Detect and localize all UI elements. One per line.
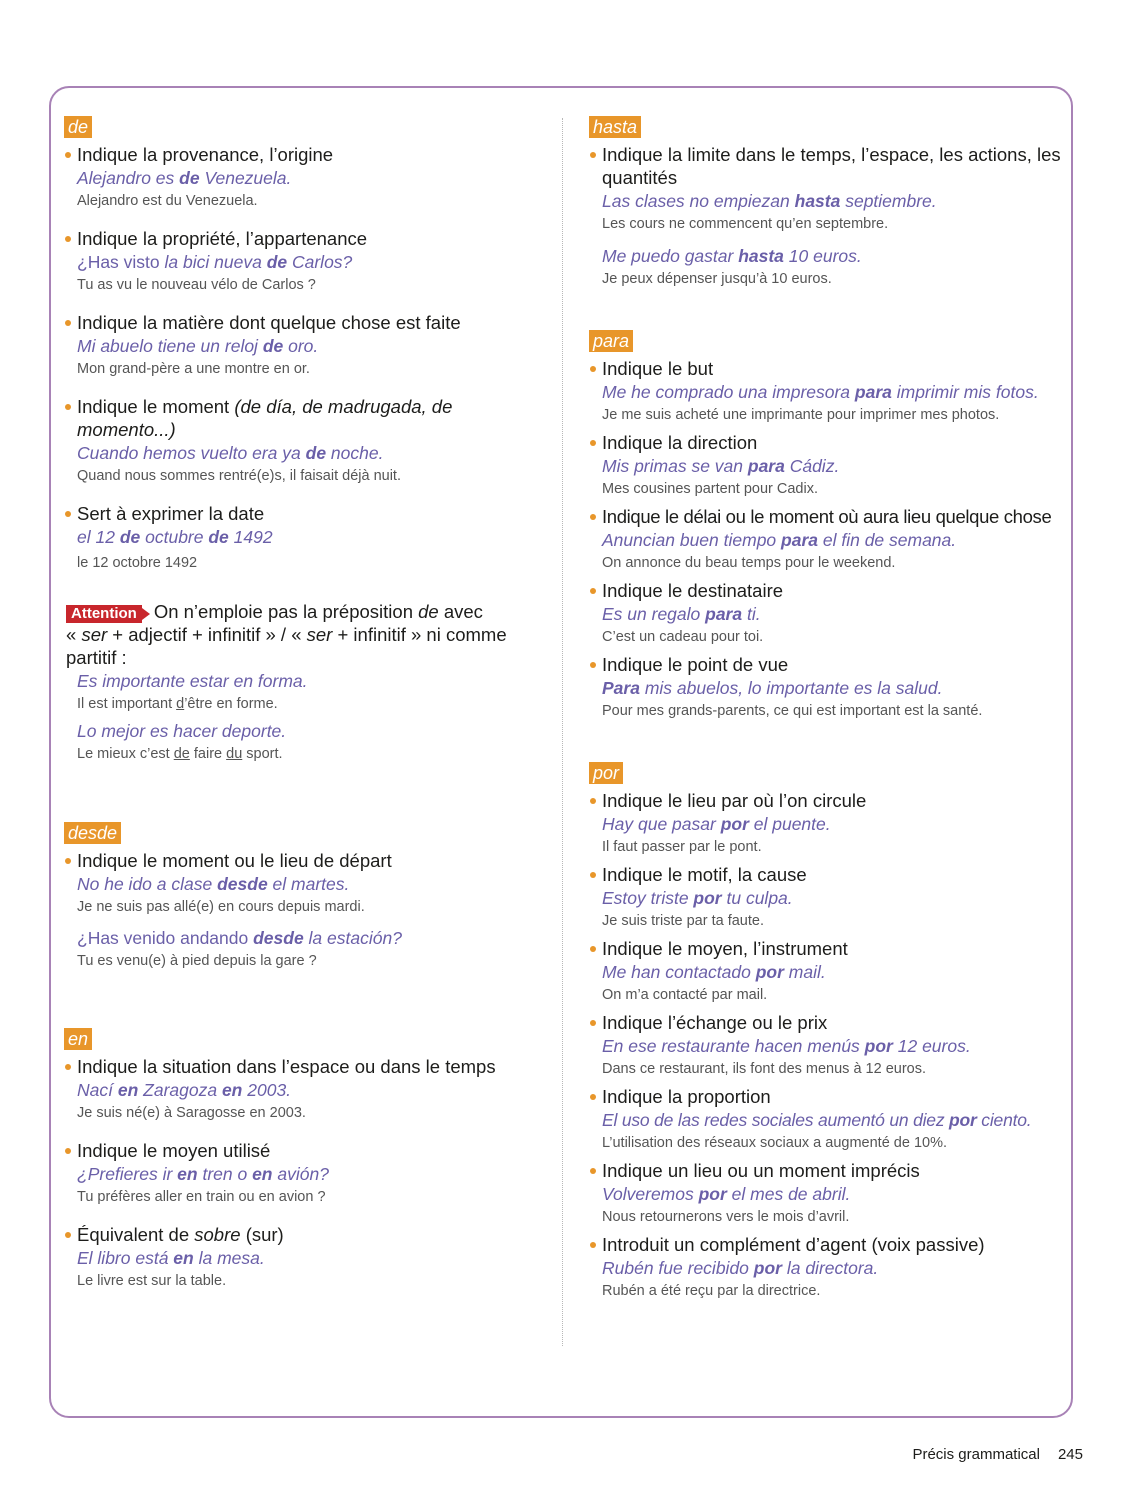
french-translation: On annonce du beau temps pour le weekend. — [602, 555, 896, 571]
french-translation: le 12 octobre 1492 — [77, 555, 198, 571]
french-translation: Tu as vu le nouveau vélo de Carlos ? — [77, 277, 316, 293]
spanish-example: ¿Prefieres ir en tren o en avión? — [77, 1164, 329, 1184]
french-translation: C’est un cadeau pour toi. — [602, 629, 764, 645]
section-tag-hasta: hasta — [589, 116, 641, 138]
spanish-example: Hay que pasar por el puente. — [602, 814, 831, 834]
french-translation: Mon grand-père a une montre en or. — [77, 361, 310, 377]
list-item — [64, 849, 544, 972]
spanish-example: El uso de las redes sociales aumentó un diez por ciento. — [602, 1110, 1032, 1130]
list-item — [589, 789, 1067, 858]
attention-badge: Attention — [66, 605, 142, 623]
french-translation: Je suis triste par ta faute. — [602, 913, 764, 929]
french-translation: Le livre est sur la table. — [77, 1273, 227, 1289]
list-item — [64, 395, 544, 487]
spanish-example: Rubén fue recibido por la directora. — [602, 1258, 879, 1278]
list-item — [589, 653, 1067, 722]
rule-heading: Indique le délai ou le moment où aura lieu quelque chose — [602, 506, 1052, 527]
rule-heading: Indique le moment ou le lieu de départ — [77, 850, 392, 871]
rule-heading: Indique un lieu ou un moment imprécis — [602, 1160, 920, 1181]
french-translation: Je ne suis pas allé(e) en cours depuis mardi. — [77, 899, 365, 915]
french-translation: Dans ce restaurant, ils font des menus à 12 euros. — [602, 1061, 927, 1077]
section-tag-de: de — [64, 116, 92, 138]
list-item — [64, 1223, 544, 1292]
spanish-example: Volveremos por el mes de abril. — [602, 1184, 851, 1204]
french-translation: L’utilisation des réseaux sociaux a augmenté de 10%. — [602, 1135, 947, 1151]
section-tag-desde: desde — [64, 822, 121, 844]
attention-text: Attention On n’emploie pas la préposition de avec « ser + adjectif + infinitif » / « ser + infinitif » ni comme partitif : — [66, 601, 507, 668]
rule-heading: Introduit un complément d’agent (voix passive) — [602, 1234, 985, 1255]
french-translation: Il est important d’être en forme. — [77, 696, 278, 712]
section-en — [64, 1028, 544, 1292]
section-tag-en: en — [64, 1028, 92, 1050]
french-translation: Quand nous sommes rentré(e)s, il faisait déjà nuit. — [77, 468, 401, 484]
left-column — [64, 116, 544, 1292]
spanish-example: Es un regalo para ti. — [602, 604, 761, 624]
list-item — [589, 143, 1067, 290]
right-column — [589, 116, 1067, 1302]
rule-heading: Indique le moyen utilisé — [77, 1140, 271, 1161]
spanish-example: Me han contactado por mail. — [602, 962, 826, 982]
rule-heading: Sert à exprimer la date — [77, 503, 265, 524]
list-item — [589, 579, 1067, 648]
section-tag-por: por — [589, 762, 623, 784]
french-translation: Alejandro est du Venezuela. — [77, 193, 258, 209]
spanish-example: Me he comprado una impresora para imprimir mis fotos. — [602, 382, 1039, 402]
french-translation: Il faut passer par le pont. — [602, 839, 762, 855]
spanish-example: Mis primas se van para Cádiz. — [602, 456, 840, 476]
rule-heading: Indique la proportion — [602, 1086, 771, 1107]
spanish-example: ¿Has visto la bici nueva de Carlos? — [77, 252, 353, 272]
list-item — [589, 357, 1067, 426]
rule-heading: Indique la provenance, l’origine — [77, 144, 334, 165]
list-item — [589, 937, 1067, 1006]
attention-box — [64, 600, 544, 765]
spanish-example: Estoy triste por tu culpa. — [602, 888, 793, 908]
list-item — [589, 505, 1067, 574]
spanish-example: Me puedo gastar hasta 10 euros. — [602, 246, 862, 266]
spanish-example: Anuncian buen tiempo para el fin de semana. — [602, 530, 957, 550]
spanish-example: Las clases no empiezan hasta septiembre. — [602, 191, 937, 211]
french-translation: Les cours ne commencent qu’en septembre. — [602, 216, 889, 232]
list-item — [589, 1085, 1067, 1154]
list-item — [589, 1159, 1067, 1228]
rule-heading: Indique le lieu par où l’on circule — [602, 790, 867, 811]
spanish-example: Para mis abuelos, lo importante es la salud. — [602, 678, 943, 698]
spanish-example: Mi abuelo tiene un reloj de oro. — [77, 336, 319, 356]
rule-heading: Indique la situation dans l’espace ou dans le temps — [77, 1056, 496, 1077]
list-item — [64, 1139, 544, 1208]
list-item — [589, 863, 1067, 932]
rule-heading: Indique la matière dont quelque chose est faite — [77, 312, 461, 333]
list-item — [64, 143, 544, 212]
spanish-example: Cuando hemos vuelto era ya de noche. — [77, 443, 384, 463]
french-translation: Tu es venu(e) à pied depuis la gare ? — [77, 953, 317, 969]
spanish-example: El libro está en la mesa. — [77, 1248, 265, 1268]
french-translation: Le mieux c’est de faire du sport. — [77, 746, 283, 762]
list-item — [589, 1233, 1067, 1302]
spanish-example: Alejandro es de Venezuela. — [77, 168, 292, 188]
section-hasta — [589, 116, 1067, 290]
rule-heading: Indique le but — [602, 358, 714, 379]
rule-heading: Indique le moment (de día, de madrugada, de momento...) — [77, 396, 453, 440]
spanish-example: ¿Has venido andando desde la estación? — [77, 928, 402, 948]
rule-heading: Indique le destinataire — [602, 580, 784, 601]
rule-heading: Indique la direction — [602, 432, 758, 453]
rule-heading: Indique le moyen, l’instrument — [602, 938, 848, 959]
list-item — [64, 227, 544, 296]
list-item — [589, 431, 1067, 500]
section-para — [589, 330, 1067, 722]
list-item — [64, 311, 544, 380]
spanish-example: No he ido a clase desde el martes. — [77, 874, 350, 894]
rule-heading: Équivalent de sobre (sur) — [77, 1224, 284, 1245]
french-translation: Rubén a été reçu par la directrice. — [602, 1283, 821, 1299]
french-translation: Tu préfères aller en train ou en avion ? — [77, 1189, 326, 1205]
french-translation: Je me suis acheté une imprimante pour imprimer mes photos. — [602, 407, 1000, 423]
list-item — [589, 1011, 1067, 1080]
page-footer — [912, 1446, 1083, 1463]
section-desde — [64, 822, 544, 972]
section-por — [589, 762, 1067, 1302]
spanish-example: el 12 de octubre de 1492 — [77, 527, 273, 547]
rule-heading: Indique le point de vue — [602, 654, 789, 675]
rule-heading: Indique la limite dans le temps, l’espace, les actions, les quantités — [602, 144, 1061, 188]
rule-heading: Indique le motif, la cause — [602, 864, 807, 885]
french-translation: Nous retournerons vers le mois d’avril. — [602, 1209, 850, 1225]
list-item — [64, 502, 544, 574]
column-divider — [562, 118, 563, 1346]
list-item — [64, 1055, 544, 1124]
french-translation: Je peux dépenser jusqu’à 10 euros. — [602, 271, 832, 287]
rule-heading: Indique l’échange ou le prix — [602, 1012, 828, 1033]
french-translation: Pour mes grands-parents, ce qui est important est la santé. — [602, 703, 983, 719]
spanish-example: Es importante estar en forma. — [77, 671, 308, 691]
footer-section-title: Précis grammatical — [912, 1446, 1040, 1463]
french-translation: Je suis né(e) à Saragosse en 2003. — [77, 1105, 306, 1121]
french-translation: On m’a contacté par mail. — [602, 987, 768, 1003]
spanish-example: Lo mejor es hacer deporte. — [77, 721, 287, 741]
rule-heading: Indique la propriété, l’appartenance — [77, 228, 368, 249]
spanish-example: En ese restaurante hacen menús por 12 euros. — [602, 1036, 971, 1056]
spanish-example: Nací en Zaragoza en 2003. — [77, 1080, 292, 1100]
section-tag-para: para — [589, 330, 633, 352]
section-de — [64, 116, 544, 765]
page-number: 245 — [1057, 1446, 1083, 1463]
french-translation: Mes cousines partent pour Cadix. — [602, 481, 818, 497]
